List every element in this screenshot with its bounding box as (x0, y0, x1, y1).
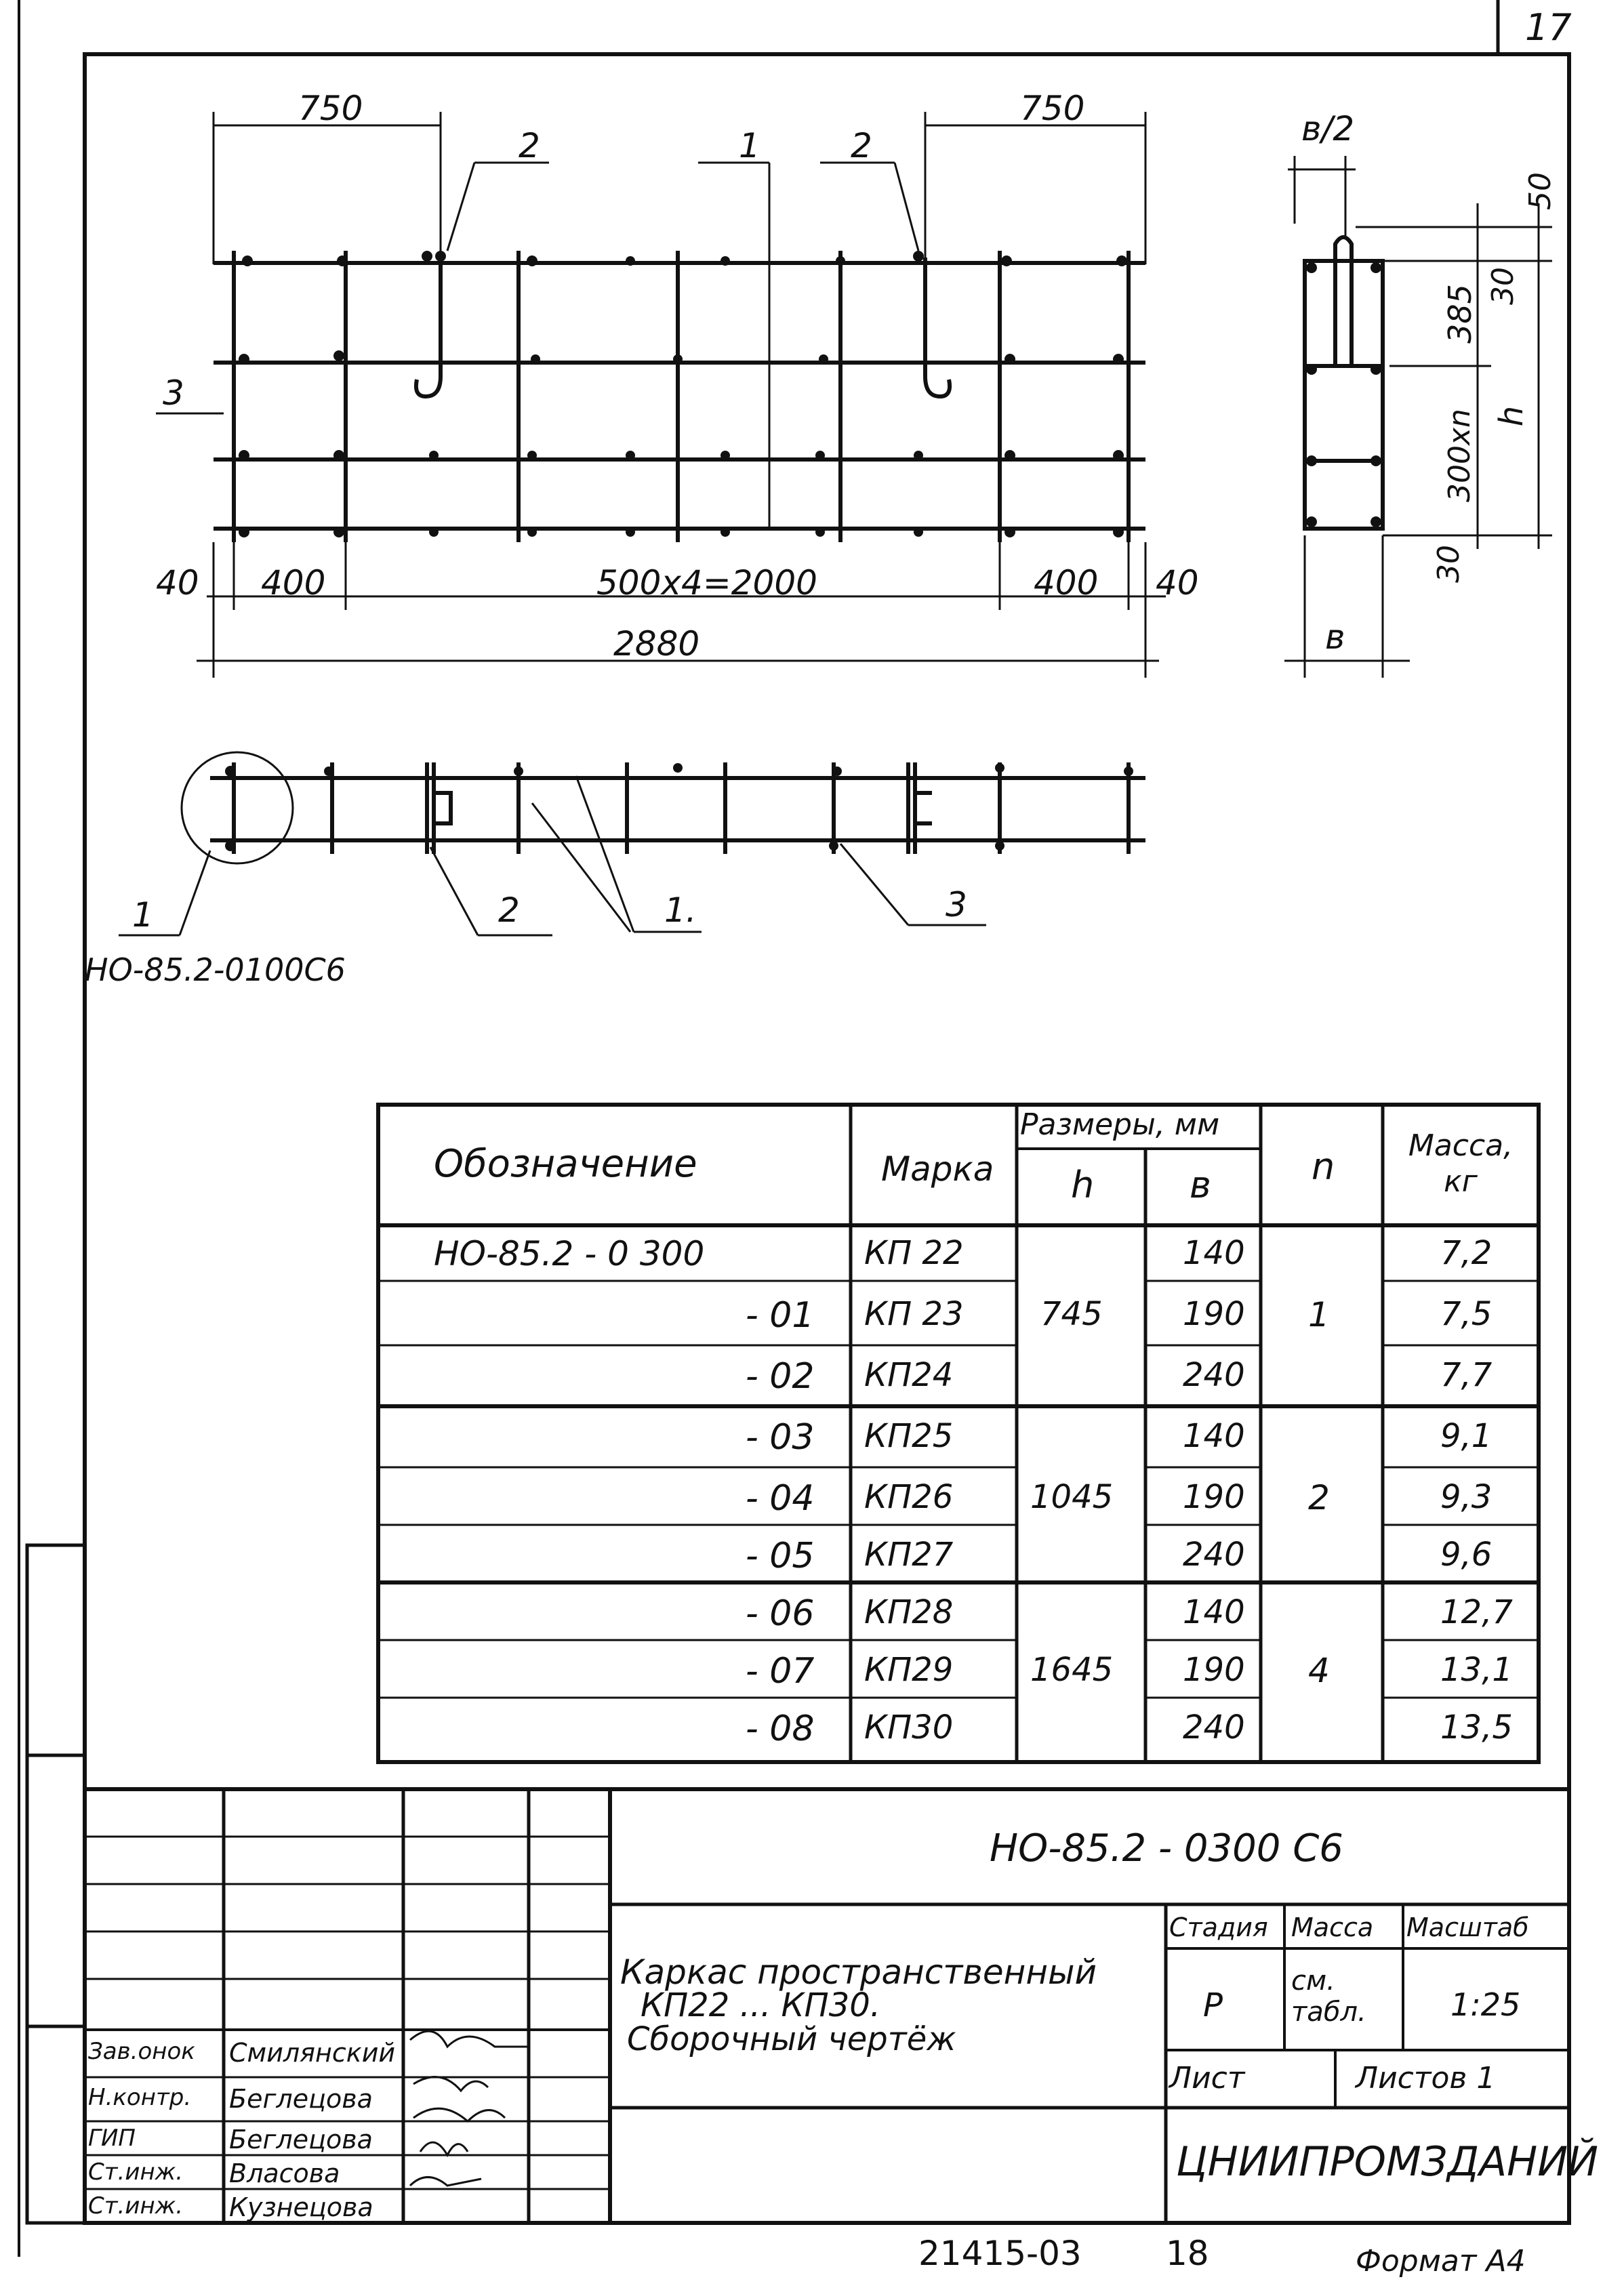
row-mark: КП28 (864, 1593, 954, 1631)
row-mark: КП30 (864, 1709, 954, 1746)
sheet-label: Лист (1169, 2061, 1245, 2095)
row-b: 240 (1183, 1536, 1245, 1574)
row-b: 140 (1183, 1234, 1245, 1272)
row-designation: - 08 (746, 1709, 815, 1749)
scale-value: 1:25 (1450, 1986, 1521, 2023)
row-b: 240 (1183, 1709, 1245, 1746)
row-mass: 9,1 (1440, 1417, 1493, 1455)
row-designation: - 03 (746, 1417, 815, 1458)
signature-name: Беглецова (229, 2125, 373, 2154)
plan-callout-1b: 1. (664, 891, 697, 930)
organization-name: ЦНИИПРОМЗДАНИЙ (1176, 2138, 1599, 2186)
row-mark: КП 22 (864, 1234, 964, 1272)
section-b: в (1325, 617, 1345, 657)
row-mass: 7,2 (1440, 1234, 1493, 1272)
section-300n: 300хn (1442, 409, 1477, 502)
mass-value: см. табл. (1291, 1965, 1366, 2028)
row-b: 140 (1183, 1593, 1245, 1631)
signature-role: Зав.онок (88, 2038, 195, 2065)
row-mass: 7,5 (1440, 1295, 1493, 1333)
row-mass: 12,7 (1440, 1593, 1513, 1631)
row-mass: 7,7 (1440, 1356, 1493, 1394)
header-b: в (1190, 1164, 1211, 1206)
group-h: 745 (1040, 1295, 1103, 1333)
row-b: 190 (1183, 1295, 1245, 1333)
group-n: 2 (1308, 1478, 1330, 1517)
page-number: 17 (1525, 6, 1572, 49)
row-designation: НО-85.2 - 0 300 (434, 1234, 705, 1273)
row-designation: - 06 (746, 1593, 815, 1634)
signature-role: Ст.инж. (88, 2192, 184, 2220)
dim-40-left: 40 (156, 563, 199, 602)
section-30-top: 30 (1486, 267, 1520, 305)
dim-middle: 500x4=2000 (596, 563, 817, 602)
callout-2-left: 2 (519, 126, 540, 165)
dim-40-right: 40 (1156, 563, 1199, 602)
section-30-bottom: 30 (1432, 545, 1466, 583)
row-mass: 9,3 (1440, 1478, 1493, 1516)
row-designation: - 07 (746, 1651, 815, 1692)
document-code: НО-85.2 - 0300 С6 (990, 1826, 1343, 1870)
row-mark: КП25 (864, 1417, 954, 1455)
row-mark: КП24 (864, 1356, 954, 1394)
row-designation: - 01 (746, 1295, 815, 1336)
header-designation: Обозначение (434, 1142, 697, 1186)
group-h: 1045 (1030, 1478, 1114, 1516)
row-b: 240 (1183, 1356, 1245, 1394)
dim-400-right: 400 (1034, 563, 1099, 602)
section-385: 385 (1441, 284, 1478, 344)
header-mass: Масса, кг (1408, 1128, 1514, 1199)
dim-total: 2880 (613, 624, 700, 663)
group-n: 4 (1308, 1651, 1330, 1690)
section-50: 50 (1523, 172, 1558, 210)
row-mass: 9,6 (1440, 1536, 1493, 1574)
header-mark: Марка (881, 1149, 994, 1189)
dim-750-right: 750 (1020, 89, 1085, 128)
plan-callout-1a: 1 (132, 895, 154, 935)
format-label: Формат А4 (1356, 2244, 1526, 2278)
row-designation: - 02 (746, 1356, 815, 1397)
sheets-label: Листов 1 (1356, 2061, 1496, 2095)
title-line-2: КП22 ... КП30. (641, 1986, 881, 2024)
signature-name: Кузнецова (229, 2192, 373, 2222)
group-h: 1645 (1030, 1651, 1114, 1689)
row-mark: КП29 (864, 1651, 954, 1689)
title-line-1: Каркас пространственный (620, 1952, 1097, 1992)
plan-callout-2: 2 (498, 891, 520, 930)
group-n: 1 (1308, 1295, 1330, 1334)
row-b: 140 (1183, 1417, 1245, 1455)
header-h: h (1071, 1164, 1095, 1206)
plan-callout-3: 3 (946, 885, 967, 924)
footer-page: 18 (1166, 2234, 1209, 2273)
archive-number: 21415-03 (918, 2234, 1082, 2273)
node-reference: НО-85.2-0100С6 (85, 952, 346, 988)
stage-value: Р (1203, 1986, 1223, 2024)
signature-name: Смилянский (229, 2038, 396, 2068)
mass-label: Масса (1291, 1913, 1374, 1942)
header-n: n (1312, 1145, 1335, 1188)
dim-750-left: 750 (298, 89, 363, 128)
header-dims: Размеры, мм (1020, 1107, 1220, 1142)
scale-label: Масштаб (1406, 1913, 1529, 1942)
section-top-dim: в/2 (1301, 109, 1355, 148)
row-mark: КП26 (864, 1478, 954, 1516)
signature-name: Власова (229, 2159, 340, 2188)
signature-name: Беглецова (229, 2084, 373, 2114)
title-line-3: Сборочный чертёж (627, 2020, 956, 2058)
row-b: 190 (1183, 1478, 1245, 1516)
callout-1: 1 (739, 126, 760, 165)
row-mass: 13,5 (1440, 1709, 1513, 1746)
section-h: h (1493, 405, 1531, 427)
callout-3: 3 (163, 373, 184, 413)
row-mark: КП 23 (864, 1295, 964, 1333)
stage-label: Стадия (1169, 1913, 1268, 1942)
dim-400-left: 400 (261, 563, 326, 602)
row-mass: 13,1 (1440, 1651, 1513, 1689)
callout-2-right: 2 (851, 126, 872, 165)
signature-role: ГИП (88, 2125, 136, 2152)
row-b: 190 (1183, 1651, 1245, 1689)
row-mark: КП27 (864, 1536, 954, 1574)
signature-role: Н.контр. (88, 2084, 192, 2111)
row-designation: - 05 (746, 1536, 815, 1576)
row-designation: - 04 (746, 1478, 815, 1519)
signature-role: Ст.инж. (88, 2159, 184, 2186)
